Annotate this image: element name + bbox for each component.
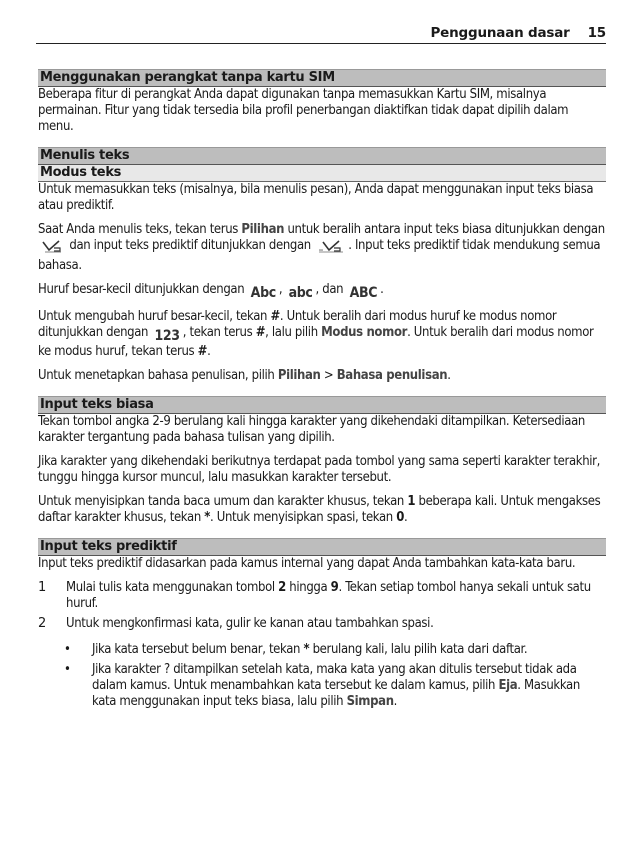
bullet: •: [64, 662, 71, 677]
step-number: 1: [38, 580, 47, 595]
list-item: [38, 642, 606, 658]
list-item: [38, 580, 606, 612]
bullet-text: Jika karakter ? ditampilkan setelah kata, maka kata yang akan ditulis tersebut tidak ada dalam kamus. Untuk menambahkan kata tersebut ke dalam kamus, pilih Eja. Masukkan kata menggunakan input teks biasa, lalu pilih Simpan.: [92, 662, 580, 709]
normal-input-paragraph-3: Untuk menyisipkan tanda baca umum dan karakter khusus, tekan 1 beberapa kali. Untuk mengakses daftar karakter khusus, tekan *. Untuk menyisipkan spasi, tekan 0.: [38, 494, 601, 525]
section-heading-no-sim: Menggunakan perangkat tanpa kartu SIM: [38, 69, 606, 87]
step-number: 2: [38, 616, 47, 631]
save-label: Simpan: [346, 694, 394, 709]
writing-language-label: Bahasa penulisan: [336, 368, 448, 383]
bullet-text: Jika kata tersebut belum benar, tekan * berulang kali, lalu pilih kata dari daftar.: [92, 642, 528, 657]
section-heading-writing: Menulis teks: [38, 147, 606, 165]
text-modes-paragraph-3: Huruf besar-kecil ditunjukkan dengan Abc , abc , dan ABC .: [38, 282, 384, 301]
text-modes-paragraph-2: Saat Anda menulis teks, tekan terus Pilihan untuk beralih antara input teks biasa ditunjukkan dengan dan input teks prediktif ditunjukkan dengan . Input teks prediktif tidak mendukung semua bahasa.: [38, 222, 605, 273]
section-heading-predictive-input: Input teks prediktif: [38, 538, 606, 556]
options-label: Pilihan: [241, 222, 285, 237]
page-number: 15: [587, 25, 606, 41]
step-text: Mulai tulis kata menggunakan tombol 2 hingga 9. Tekan setiap tombol hanya sekali untuk satu huruf.: [66, 580, 591, 611]
normal-input-paragraph-2: Jika karakter yang dikehendaki berikutnya terdapat pada tombol yang sama seperti karakter terakhir, tunggu hingga kursor muncul, lalu masukkan karakter tersebut.: [38, 454, 600, 485]
header-title: Penggunaan dasar: [430, 25, 570, 41]
options-menu-label: Pilihan: [277, 368, 321, 383]
step-text: Untuk mengkonfirmasi kata, gulir ke kanan atau tambahkan spasi.: [66, 616, 434, 631]
case-abc-lower-icon: abc: [288, 285, 313, 301]
normal-input-paragraph-1: Tekan tombol angka 2-9 berulang kali hingga karakter yang dikehendaki ditampilkan. Ketersediaan karakter tergantung pada bahasa tulisan yang dipilih.: [38, 414, 585, 445]
list-item: [38, 662, 606, 710]
list-item: [38, 616, 606, 632]
text-modes-paragraph-4: Untuk mengubah huruf besar-kecil, tekan #. Untuk beralih dari modus huruf ke modus nomor ditunjukkan dengan 123 , tekan terus #, lalu pilih Modus nomor. Untuk beralih dari modus nomor ke modus huruf, tekan terus #.: [38, 309, 594, 359]
normal-input-icon: [41, 239, 63, 258]
number-mode-label: Modus nomor: [321, 325, 408, 340]
number-mode-icon: 123: [154, 328, 180, 344]
spell-label: Eja: [498, 678, 518, 693]
page-content: [38, 69, 606, 710]
bullet: •: [64, 642, 71, 657]
subheading-text-modes: Modus teks: [38, 165, 606, 182]
case-abc-upper-icon: ABC: [349, 285, 378, 301]
predictive-input-icon: [317, 239, 345, 258]
page-header: [36, 25, 606, 44]
case-abc-sentence-icon: Abc: [250, 285, 276, 301]
section-heading-normal-input: Input teks biasa: [38, 396, 606, 414]
predictive-input-paragraph-1: Input teks prediktif didasarkan pada kamus internal yang dapat Anda tambahkan kata-kata baru.: [38, 556, 576, 571]
text-modes-paragraph-5: Untuk menetapkan bahasa penulisan, pilih Pilihan > Bahasa penulisan.: [38, 368, 451, 383]
no-sim-paragraph: Beberapa fitur di perangkat Anda dapat digunakan tanpa memasukkan Kartu SIM, misalnya permainan. Fitur yang tidak tersedia bila profil penerbangan diaktifkan tidak dapat dipilih dalam menu.: [38, 87, 569, 134]
text-modes-paragraph-1: Untuk memasukkan teks (misalnya, bila menulis pesan), Anda dapat menggunakan input teks biasa atau prediktif.: [38, 182, 594, 213]
